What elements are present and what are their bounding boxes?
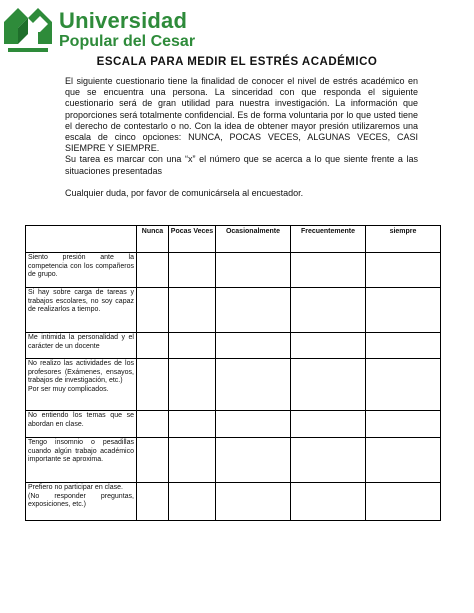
column-header-frecuentemente: Frecuentemente <box>291 226 366 253</box>
answer-cell[interactable] <box>169 333 216 359</box>
item-text-main: Prefiero no participar en clase. <box>28 484 123 491</box>
table-row <box>26 333 441 359</box>
column-header-item <box>26 226 137 253</box>
item-text: No entiendo los temas que se abordan en clase. <box>26 411 137 438</box>
document-title: ESCALA PARA MEDIR EL ESTRÉS ACADÉMICO <box>96 56 378 68</box>
item-text: Siento presión ante la competencia con los compañeros de grupo. <box>26 253 137 288</box>
answer-cell[interactable] <box>291 333 366 359</box>
answer-cell[interactable] <box>169 438 216 483</box>
item-text-main: No realizo las actividades de los profesores (Exámenes, ensayos, trabajos de investigación, etc.) <box>28 360 134 385</box>
answer-cell[interactable] <box>216 359 291 411</box>
brand-line-2: Popular del Cesar <box>59 33 196 50</box>
item-text <box>26 483 137 521</box>
universidad-logo-icon <box>4 4 52 52</box>
answer-cell[interactable] <box>291 359 366 411</box>
column-header-nunca: Nunca <box>137 226 169 253</box>
answer-cell[interactable] <box>366 483 441 521</box>
answer-cell[interactable] <box>366 438 441 483</box>
answer-cell[interactable] <box>291 288 366 333</box>
answer-cell[interactable] <box>216 253 291 288</box>
answer-cell[interactable] <box>169 411 216 438</box>
answer-cell[interactable] <box>216 288 291 333</box>
answer-cell[interactable] <box>291 411 366 438</box>
answer-cell[interactable] <box>169 359 216 411</box>
table-row <box>26 253 441 288</box>
item-text-extra: Por ser muy complicados. <box>28 385 109 393</box>
answer-cell[interactable] <box>216 333 291 359</box>
answer-cell[interactable] <box>366 288 441 333</box>
answer-cell[interactable] <box>169 288 216 333</box>
answer-cell[interactable] <box>366 333 441 359</box>
item-text-extra: (No responder preguntas, exposiciones, etc.) <box>28 492 134 509</box>
table-row <box>26 483 441 521</box>
item-text <box>26 359 137 411</box>
answer-cell[interactable] <box>366 253 441 288</box>
column-header-pocas-veces: Pocas Veces <box>169 226 216 253</box>
item-text: Tengo insomnio o pesadillas cuando algún trabajo académico importante se aproxima. <box>26 438 137 483</box>
intro-paragraph: El siguiente cuestionario tiene la finalidad de conocer el nivel de estrés académico en que se encuentra una persona. La sinceridad con que responda el siguiente cuestionario será de gran utilidad para nuestra investigación. La información que proporciones será totalmente confidencial. Es de forma voluntaria por lo que usted tiene el derecho de contestarlo o no. Con la idea de obtener mayor presión utilizaremos una escala de cinco opciones: NUNCA, POCAS VECES, ALGUNAS VECES, CASI SIEMPRE Y SIEMPRE. <box>65 76 418 154</box>
intro-block <box>65 76 418 177</box>
answer-cell[interactable] <box>137 359 169 411</box>
table-row <box>26 288 441 333</box>
instruction-text: Su tarea es marcar con una “x” el número que se acerca a lo que siente frente a las situaciones presentadas <box>65 154 418 176</box>
answer-cell[interactable] <box>216 438 291 483</box>
answer-cell[interactable] <box>137 438 169 483</box>
answer-cell[interactable] <box>291 483 366 521</box>
answer-cell[interactable] <box>366 411 441 438</box>
answer-cell[interactable] <box>216 411 291 438</box>
answer-cell[interactable] <box>137 483 169 521</box>
item-text: Me intimida la personalidad y el carácter de un docente <box>26 333 137 359</box>
answer-cell[interactable] <box>137 288 169 333</box>
answer-cell[interactable] <box>137 253 169 288</box>
answer-cell[interactable] <box>169 483 216 521</box>
brand-line-1: Universidad <box>59 8 188 33</box>
answer-cell[interactable] <box>291 253 366 288</box>
university-name <box>59 10 195 50</box>
table-row <box>26 359 441 411</box>
answer-cell[interactable] <box>137 411 169 438</box>
stress-scale-table <box>25 225 441 521</box>
answer-cell[interactable] <box>137 333 169 359</box>
column-header-ocasionalmente: Ocasionalmente <box>216 226 291 253</box>
table-row <box>26 411 441 438</box>
answer-cell[interactable] <box>291 438 366 483</box>
header-row <box>26 226 441 253</box>
table-row <box>26 438 441 483</box>
column-header-siempre: siempre <box>366 226 441 253</box>
item-text: Si hay sobre carga de tareas y trabajos escolares, no soy capaz de realizarlos a tiempo. <box>26 288 137 333</box>
answer-cell[interactable] <box>216 483 291 521</box>
contact-note: Cualquier duda, por favor de comunicársela al encuestador. <box>65 188 304 198</box>
answer-cell[interactable] <box>366 359 441 411</box>
answer-cell[interactable] <box>169 253 216 288</box>
